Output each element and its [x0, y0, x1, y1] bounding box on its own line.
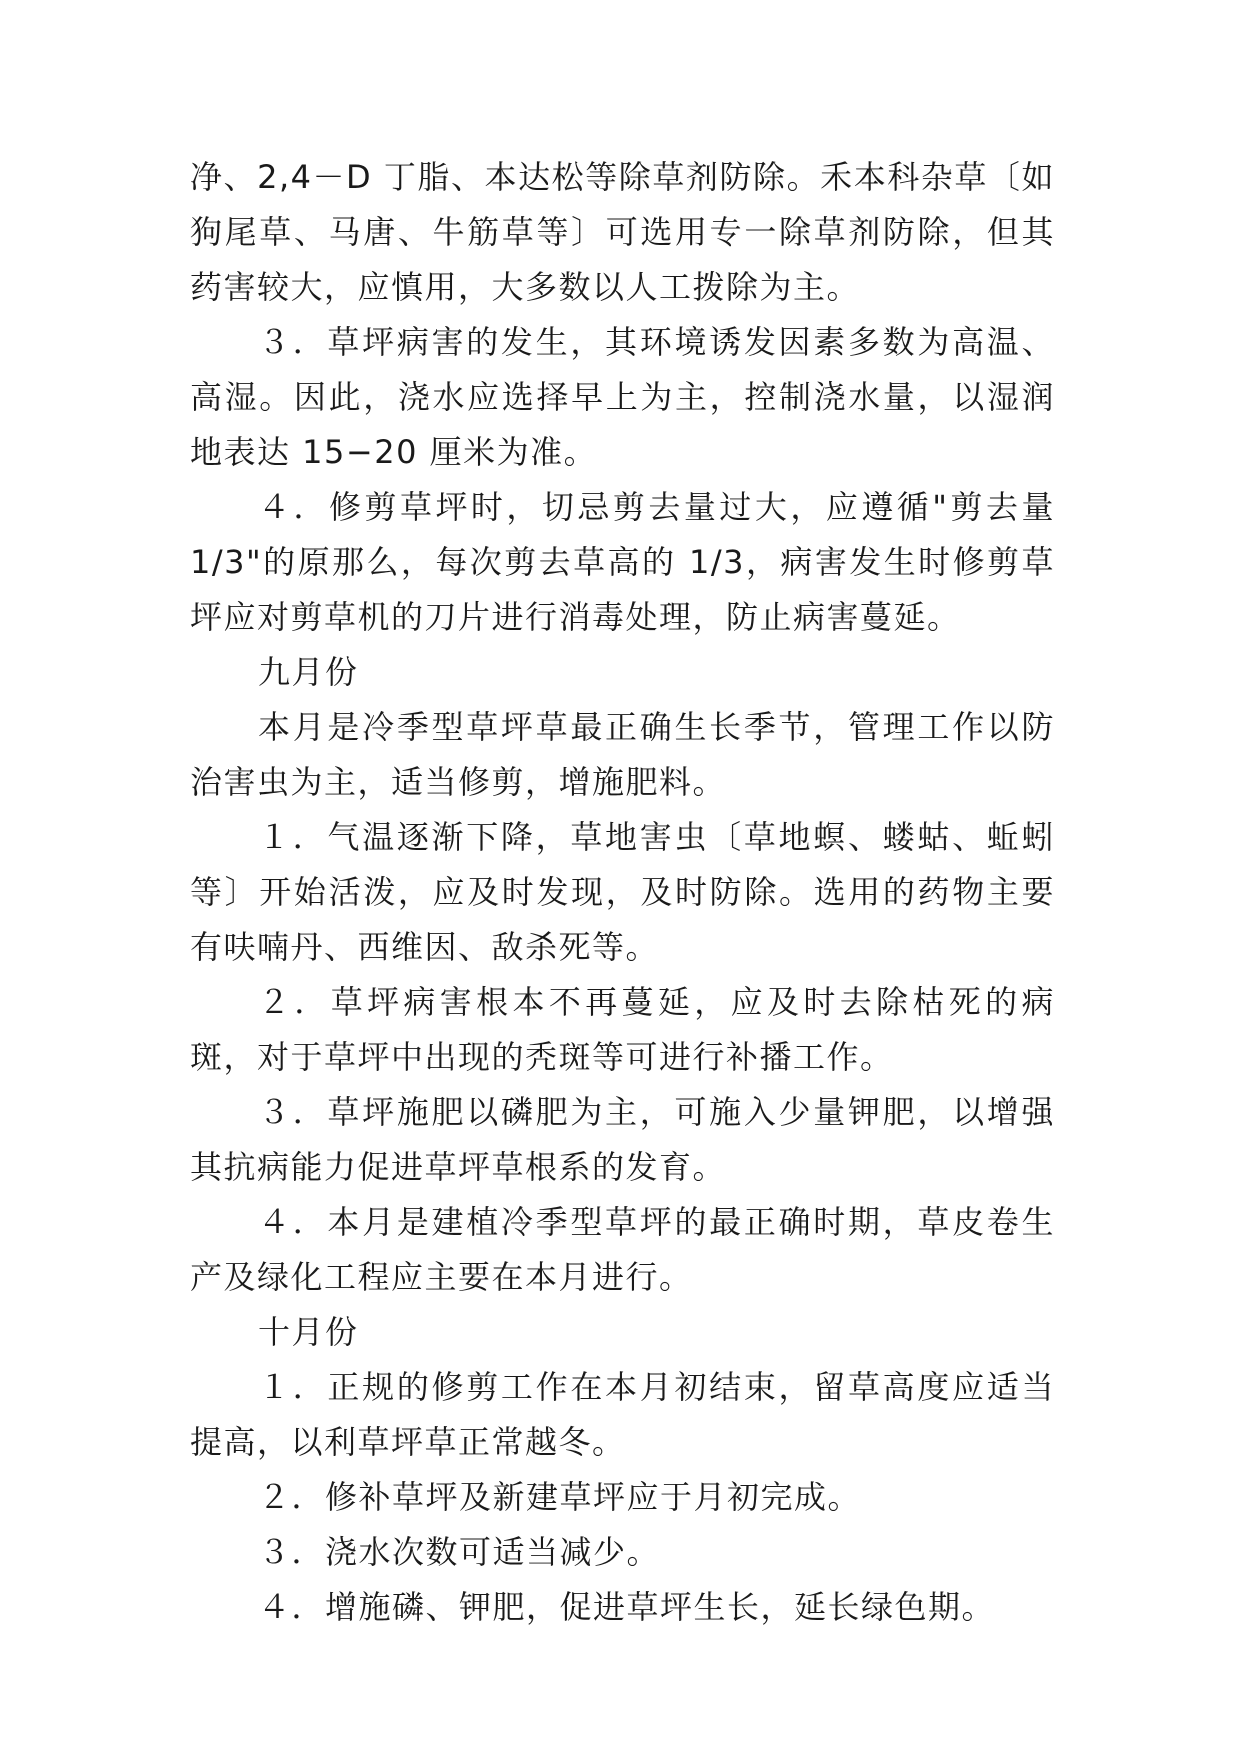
- section-heading-september: 九月份: [258, 653, 359, 691]
- paragraph-october-item-3: ３．浇水次数可适当减少。: [258, 1533, 661, 1571]
- paragraph-october-item-2: ２．修补草坪及新建草坪应于月初完成。: [258, 1478, 862, 1516]
- paragraph-august-item-3: ３．草坪病害的发生，其环境诱发因素多数为高温、高湿。因此，浇水应选择早上为主，控制浇水量，以湿润地表达 15−20 厘米为准。: [190, 323, 1055, 471]
- paragraph-october-item-4: ４．增施磷、钾肥，促进草坪生长，延长绿色期。: [258, 1588, 996, 1626]
- paragraph-october-item-1: １．正规的修剪工作在本月初结束，留草高度应适当提高，以利草坪草正常越冬。: [190, 1368, 1055, 1461]
- document-body: [190, 150, 1055, 1635]
- paragraph-september-item-1: １．气温逐渐下降，草地害虫〔草地螟、蝼蛄、蚯蚓等〕开始活泼，应及时发现，及时防除。选用的药物主要有呋喃丹、西维因、敌杀死等。: [190, 818, 1055, 966]
- paragraph-september-intro: 本月是冷季型草坪草最正确生长季节，管理工作以防治害虫为主，适当修剪，增施肥料。: [190, 708, 1055, 801]
- paragraph-august-item-4: ４．修剪草坪时，切忌剪去量过大，应遵循"剪去量 1/3"的原那么，每次剪去草高的 1/3，病害发生时修剪草坪应对剪草机的刀片进行消毒处理，防止病害蔓延。: [190, 488, 1055, 636]
- paragraph-herbicide-continuation: 净、2,4－D 丁脂、本达松等除草剂防除。禾本科杂草〔如狗尾草、马唐、牛筋草等〕可选用专一除草剂防除，但其药害较大，应慎用，大多数以人工拨除为主。: [190, 158, 1055, 306]
- section-heading-october: 十月份: [258, 1313, 359, 1351]
- paragraph-september-item-4: ４．本月是建植冷季型草坪的最正确时期，草皮卷生产及绿化工程应主要在本月进行。: [190, 1203, 1055, 1296]
- paragraph-september-item-3: ３．草坪施肥以磷肥为主，可施入少量钾肥，以增强其抗病能力促进草坪草根系的发育。: [190, 1093, 1055, 1186]
- paragraph-september-item-2: ２．草坪病害根本不再蔓延，应及时去除枯死的病斑，对于草坪中出现的秃斑等可进行补播工作。: [190, 983, 1055, 1076]
